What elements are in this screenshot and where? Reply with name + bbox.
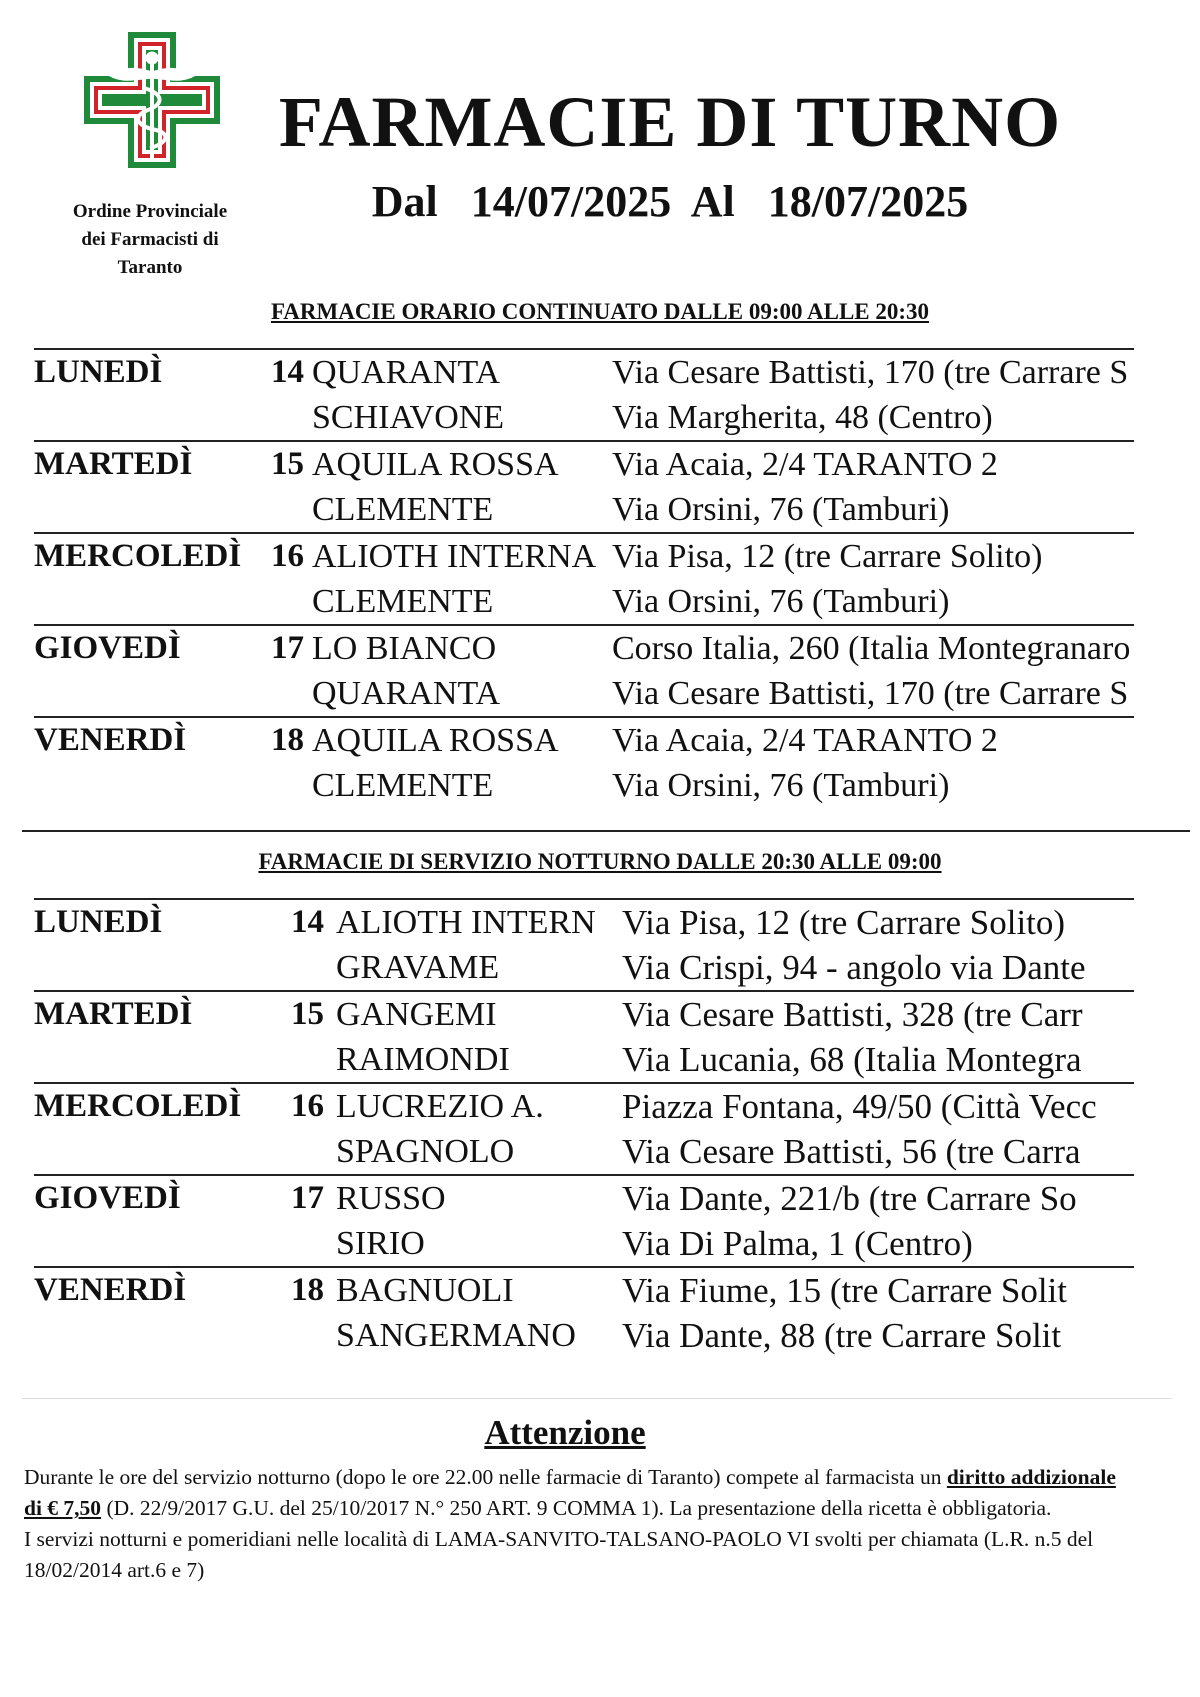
- pharmacy-address: Via Margherita, 48 (Centro): [612, 399, 993, 436]
- day-number: 15: [291, 996, 324, 1032]
- table-row: [34, 487, 1134, 532]
- day-number: 15: [271, 446, 304, 482]
- weekday: MARTEDÌ: [34, 996, 193, 1032]
- pharmacy-name: SANGERMANO: [336, 1317, 576, 1354]
- weekday: GIOVEDÌ: [34, 630, 181, 666]
- pharmacy-name: GRAVAME: [336, 949, 500, 986]
- weekday: MERCOLEDÌ: [34, 1088, 242, 1124]
- pharmacy-name: CLEMENTE: [312, 583, 494, 620]
- day-group: [34, 1266, 1134, 1358]
- table-row: [34, 350, 1134, 395]
- pharmacy-name: QUARANTA: [312, 354, 501, 391]
- table-row: [34, 945, 1134, 990]
- pharmacy-address: Via Acaia, 2/4 TARANTO 2: [612, 722, 998, 759]
- day-group: [34, 1174, 1134, 1266]
- day-group: [34, 532, 1134, 624]
- section-divider: [22, 830, 1190, 832]
- day-number: 16: [271, 538, 304, 574]
- day-group: [34, 440, 1134, 532]
- weekday: GIOVEDÌ: [34, 1180, 181, 1216]
- night-shift-table: [34, 898, 1134, 1358]
- pharmacy-address: Via Orsini, 76 (Tamburi): [612, 767, 950, 804]
- pharmacy-name: RUSSO: [336, 1180, 446, 1217]
- day-group: [34, 898, 1134, 990]
- weekday: VENERDÌ: [34, 1272, 187, 1308]
- pharmacy-address: Via Cesare Battisti, 328 (tre Carr: [622, 995, 1083, 1034]
- table-row: [34, 1268, 1134, 1313]
- pharmacy-name: ALIOTH INTERNA: [312, 538, 597, 575]
- table-row: [34, 442, 1134, 487]
- pharmacy-name: ALIOTH INTERN: [336, 904, 596, 941]
- table-row: [34, 395, 1134, 440]
- notice-text: [24, 1462, 1124, 1586]
- pharmacy-name: SCHIAVONE: [312, 399, 505, 436]
- pharmacy-address: Via Di Palma, 1 (Centro): [622, 1224, 973, 1263]
- organization-name: [40, 198, 260, 282]
- day-number: 16: [291, 1088, 324, 1124]
- weekday: MERCOLEDÌ: [34, 538, 242, 574]
- table-row: [34, 718, 1134, 763]
- pharmacy-address: Via Orsini, 76 (Tamburi): [612, 583, 950, 620]
- table-row: [34, 1129, 1134, 1174]
- pharmacy-address: Via Fiume, 15 (tre Carrare Solit: [622, 1271, 1068, 1310]
- day-number: 14: [291, 904, 324, 940]
- day-number: 18: [291, 1272, 324, 1308]
- day-group: [34, 1082, 1134, 1174]
- org-line: Taranto: [117, 257, 183, 278]
- pharmacy-name: GANGEMI: [336, 996, 497, 1033]
- table-row: [34, 579, 1134, 624]
- day-number: 17: [271, 630, 304, 666]
- pharmacy-name: BAGNUOLI: [336, 1272, 514, 1309]
- table-row: [34, 1221, 1134, 1266]
- notice-paragraph: [24, 1462, 1124, 1524]
- pharmacy-name: SIRIO: [336, 1225, 425, 1262]
- table-row: [34, 626, 1134, 671]
- day-section-heading: FARMACIE ORARIO CONTINUATO DALLE 09:00 ALLE 20:30: [270, 299, 930, 324]
- date-range: Dal 14/07/2025 Al 18/07/2025: [371, 177, 969, 226]
- pharmacy-address: Via Lucania, 68 (Italia Montegra: [622, 1040, 1082, 1079]
- pharmacy-address: Via Orsini, 76 (Tamburi): [612, 491, 950, 528]
- pharmacy-cross-caduceus-icon: [84, 32, 220, 168]
- table-row: [34, 671, 1134, 716]
- pharmacy-address: Via Cesare Battisti, 170 (tre Carrare S: [612, 354, 1129, 391]
- notice-text-part: Durante le ore del servizio notturno (dopo le ore 22.00 nelle farmacie di Taranto) compete al farmacista un: [24, 1465, 947, 1489]
- pharmacy-name: CLEMENTE: [312, 491, 494, 528]
- day-number: 17: [291, 1180, 324, 1216]
- pharmacy-address: Via Pisa, 12 (tre Carrare Solito): [612, 538, 1043, 575]
- weekday: VENERDÌ: [34, 722, 187, 758]
- notice-title: Attenzione: [484, 1413, 646, 1452]
- pharmacy-address: Via Cesare Battisti, 56 (tre Carra: [622, 1132, 1081, 1171]
- pharmacy-address: Via Dante, 221/b (tre Carrare So: [622, 1179, 1077, 1218]
- pharmacy-name: LO BIANCO: [312, 630, 497, 667]
- pharmacy-address: Via Crispi, 94 - angolo via Dante: [622, 948, 1086, 987]
- table-row: [34, 763, 1134, 808]
- day-group: [34, 348, 1134, 440]
- table-row: [34, 1084, 1134, 1129]
- weekday: MARTEDÌ: [34, 446, 193, 482]
- day-group: [34, 624, 1134, 716]
- day-group: [34, 716, 1134, 808]
- table-row: [34, 900, 1134, 945]
- pharmacy-name: SPAGNOLO: [336, 1133, 515, 1170]
- pharmacy-address: Via Cesare Battisti, 170 (tre Carrare S: [612, 675, 1129, 712]
- pharmacy-name: CLEMENTE: [312, 767, 494, 804]
- pharmacy-address: Piazza Fontana, 49/50 (Città Vecc: [622, 1087, 1097, 1126]
- pharmacy-name: RAIMONDI: [336, 1041, 510, 1078]
- table-row: [34, 534, 1134, 579]
- night-section-heading: FARMACIE DI SERVIZIO NOTTURNO DALLE 20:30 ALLE 09:00: [258, 849, 942, 874]
- notice-text-part: (D. 22/9/2017 G.U. del 25/10/2017 N.° 250 ART. 9 COMMA 1). La presentazione della ricetta è obbligatoria.: [101, 1496, 1052, 1520]
- pharmacy-name: LUCREZIO A.: [336, 1088, 544, 1125]
- day-number: 14: [271, 354, 304, 390]
- pharmacy-name: QUARANTA: [312, 675, 501, 712]
- pharmacy-name: AQUILA ROSSA: [312, 446, 559, 483]
- day-number: 18: [271, 722, 304, 758]
- pharmacy-address: Via Acaia, 2/4 TARANTO 2: [612, 446, 998, 483]
- table-row: [34, 1313, 1134, 1358]
- org-line: Ordine Provinciale: [72, 201, 228, 222]
- pharmacy-name: AQUILA ROSSA: [312, 722, 559, 759]
- notice-divider: [22, 1398, 1172, 1399]
- weekday: LUNEDÌ: [34, 354, 163, 390]
- day-group: [34, 990, 1134, 1082]
- additional-fee: diritto addizionale di € 7,50: [24, 1465, 1116, 1520]
- table-row: [34, 1176, 1134, 1221]
- org-line: dei Farmacisti di: [81, 229, 219, 250]
- page-title: FARMACIE DI TURNO: [278, 82, 1062, 162]
- pharmacy-address: Corso Italia, 260 (Italia Montegranaro: [612, 630, 1131, 667]
- pharmacy-address: Via Pisa, 12 (tre Carrare Solito): [622, 903, 1066, 942]
- day-shift-table: [34, 348, 1134, 808]
- weekday: LUNEDÌ: [34, 904, 163, 940]
- pharmacy-address: Via Dante, 88 (tre Carrare Solit: [622, 1316, 1062, 1355]
- notice-paragraph: I servizi notturni e pomeridiani nelle località di LAMA-SANVITO-TALSANO-PAOLO VI svolti per chiamata (L.R. n.5 del 18/02/2014 art.6 e 7): [24, 1527, 1094, 1582]
- table-row: [34, 992, 1134, 1037]
- table-row: [34, 1037, 1134, 1082]
